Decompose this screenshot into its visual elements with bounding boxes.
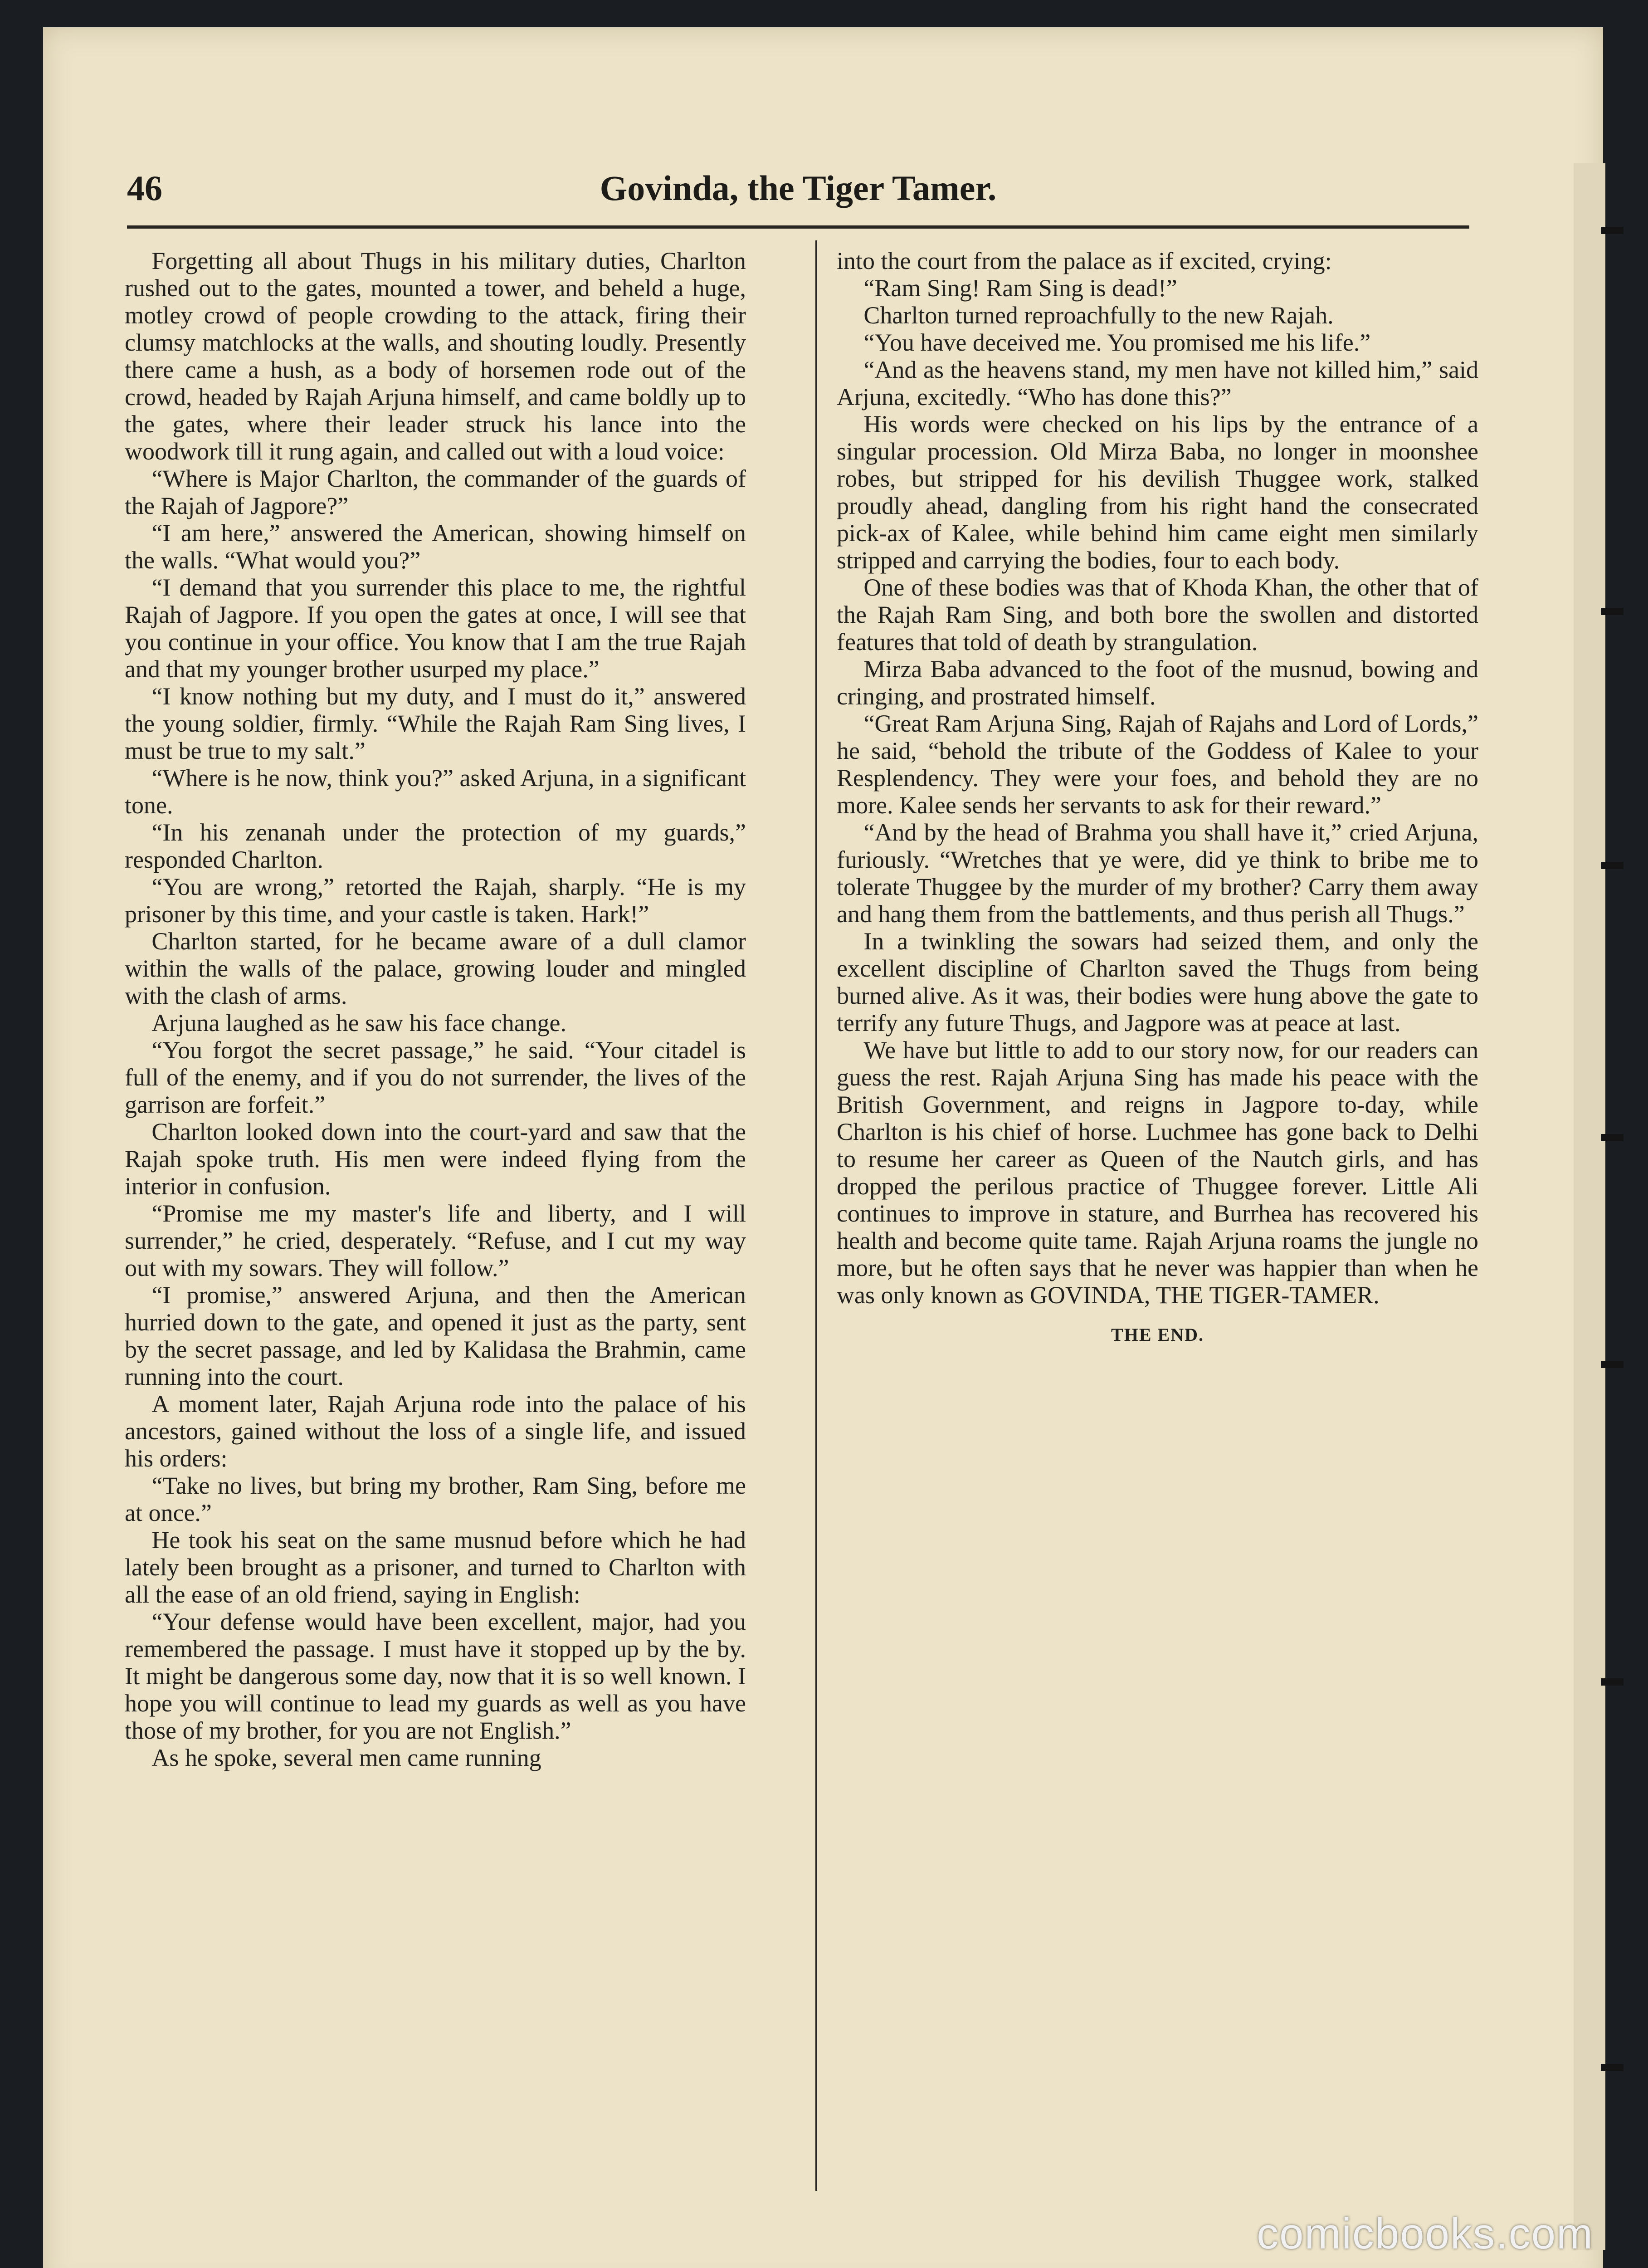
- binding-mark: [1601, 608, 1624, 615]
- header-rule: [127, 225, 1469, 229]
- paragraph: “Great Ram Arjuna Sing, Rajah of Rajahs and Lord of Lords,” he said, “behold the tribute of the Goddess of Kalee to your Resplendency. They were your foes, and behold they are no more. Kalee sends her servants to ask for their reward.”: [837, 710, 1478, 819]
- binding-mark: [1601, 1678, 1624, 1686]
- page-edge: [1574, 163, 1605, 2250]
- page-header: [127, 163, 1469, 218]
- watermark: comicbooks.com: [1257, 2209, 1594, 2258]
- paragraph: “In his zenanah under the protection of my guards,” responded Charlton.: [125, 819, 746, 873]
- running-title: Govinda, the Tiger Tamer.: [600, 168, 997, 208]
- paragraph: Charlton looked down into the court-yard and saw that the Rajah spoke truth. His men were indeed flying from the interior in confusion.: [125, 1118, 746, 1200]
- binding-mark: [1601, 227, 1624, 234]
- paragraph: “You have deceived me. You promised me his life.”: [863, 329, 1371, 356]
- paragraph: Charlton started, for he became aware of a dull clamor within the walls of the palace, growing louder and mingled with the clash of arms.: [125, 928, 746, 1009]
- binding-mark: [1601, 2064, 1624, 2071]
- paragraph: We have but little to add to our story now, for our readers can guess the rest. Rajah Arjuna Sing has made his peace with the British Government, and reigns in Jagpore to-day, while Charlton is his chief of horse. Luchmee has gone back to Delhi to resume her career as Queen of the Nautch girls, and has dropped the perilous practice of Thuggee forever. Little Ali continues to improve in stature, and Burrhea has recovered his health and become quite tame. Rajah Arjuna roams the jungle no more, but he often says that he never was happier than when he was only known as GOVINDA, THE TIGER-TAMER.: [837, 1036, 1478, 1309]
- paragraph: As he spoke, several men came running: [151, 1744, 541, 1771]
- paragraph: “Where is he now, think you?” asked Arjuna, in a significant tone.: [125, 764, 746, 819]
- paragraph: Mirza Baba advanced to the foot of the musnud, bowing and cringing, and prostrated himself.: [837, 655, 1478, 710]
- paragraph: “I am here,” answered the American, showing himself on the walls. “What would you?”: [125, 519, 746, 574]
- column-divider: [815, 240, 817, 2191]
- paragraph: “You forgot the secret passage,” he said. “Your citadel is full of the enemy, and if you do not surrender, the lives of the garrison are forfeit.”: [125, 1036, 746, 1118]
- paragraph: into the court from the palace as if excited, crying:: [837, 247, 1332, 274]
- page-number: 46: [127, 168, 162, 208]
- end-marker: THE END.: [1111, 1325, 1204, 1345]
- paragraph: He took his seat on the same musnud before which he had lately been brought as a prisoner, and turned to Charlton with all the ease of an old friend, saying in English:: [125, 1526, 746, 1608]
- paragraph: Forgetting all about Thugs in his military duties, Charlton rushed out to the gates, mounted a tower, and beheld a huge, motley crowd of people crowding to the attack, firing their clumsy matchlocks at the walls, and shouting loudly. Presently there came a hush, as a body of horsemen rode out of the crowd, headed by Rajah Arjuna himself, and came boldly up to the gates, where their leader struck his lance into the woodwork till it rung again, and called out with a loud voice:: [125, 247, 746, 465]
- paragraph: “You are wrong,” retorted the Rajah, sharply. “He is my prisoner by this time, and your castle is taken. Hark!”: [125, 873, 746, 928]
- paragraph: “And as the heavens stand, my men have not killed him,” said Arjuna, excitedly. “Who has done this?”: [837, 356, 1478, 411]
- paragraph: “Take no lives, but bring my brother, Ram Sing, before me at once.”: [125, 1472, 746, 1526]
- paragraph: “I promise,” answered Arjuna, and then the American hurried down to the gate, and opened it just as the party, sent by the secret passage, and led by Kalidasa the Brahmin, came running into the court.: [125, 1281, 746, 1390]
- left-column: [125, 247, 746, 1771]
- binding-mark: [1601, 1134, 1624, 1141]
- paragraph: Charlton turned reproachfully to the new Rajah.: [863, 302, 1334, 329]
- paragraph: “I demand that you surrender this place to me, the rightful Rajah of Jagpore. If you open the gates at once, I will see that you continue in your office. You know that I am the true Rajah and that my younger brother usurped my place.”: [125, 574, 746, 683]
- paragraph: His words were checked on his lips by the entrance of a singular procession. Old Mirza Baba, no longer in moonshee robes, but stripped for his devilish Thuggee work, stalked proudly ahead, dangling from his right hand the consecrated pick-ax of Kalee, while behind him came eight men similarly stripped and carrying the bodies, four to each body.: [837, 411, 1478, 574]
- paragraph: In a twinkling the sowars had seized them, and only the excellent discipline of Charlton saved the Thugs from being burned alive. As it was, their bodies were hung above the gate to terrify any future Thugs, and Jagpore was at peace at last.: [837, 928, 1478, 1036]
- paragraph: “Where is Major Charlton, the commander of the guards of the Rajah of Jagpore?”: [125, 465, 746, 519]
- paragraph: “Ram Sing! Ram Sing is dead!”: [863, 274, 1177, 302]
- paragraph: One of these bodies was that of Khoda Khan, the other that of the Rajah Ram Sing, and both bore the swollen and distorted features that told of death by strangulation.: [837, 574, 1478, 655]
- paragraph: “And by the head of Brahma you shall have it,” cried Arjuna, furiously. “Wretches that ye were, did ye think to bribe me to tolerate Thuggee by the murder of my brother? Carry them away and hang them from the battlements, and thus perish all Thugs.”: [837, 819, 1478, 928]
- paragraph: “Your defense would have been excellent, major, had you remembered the passage. I must have it stopped up by the by. It might be dangerous some day, now that it is so well known. I hope you will continue to lead my guards as well as you have those of my brother, for you are not English.”: [125, 1608, 746, 1744]
- binding-mark: [1601, 862, 1624, 869]
- paragraph: A moment later, Rajah Arjuna rode into the palace of his ancestors, gained without the loss of a single life, and issued his orders:: [125, 1390, 746, 1472]
- paragraph: Arjuna laughed as he saw his face change.: [151, 1009, 567, 1036]
- paragraph: “I know nothing but my duty, and I must do it,” answered the young soldier, firmly. “While the Rajah Ram Sing lives, I must be true to my salt.”: [125, 683, 746, 764]
- right-column: [837, 247, 1478, 1349]
- paragraph: “Promise me my master's life and liberty, and I will surrender,” he cried, desperately. “Refuse, and I cut my way out with my sowars. They will follow.”: [125, 1200, 746, 1281]
- binding-mark: [1601, 1361, 1624, 1368]
